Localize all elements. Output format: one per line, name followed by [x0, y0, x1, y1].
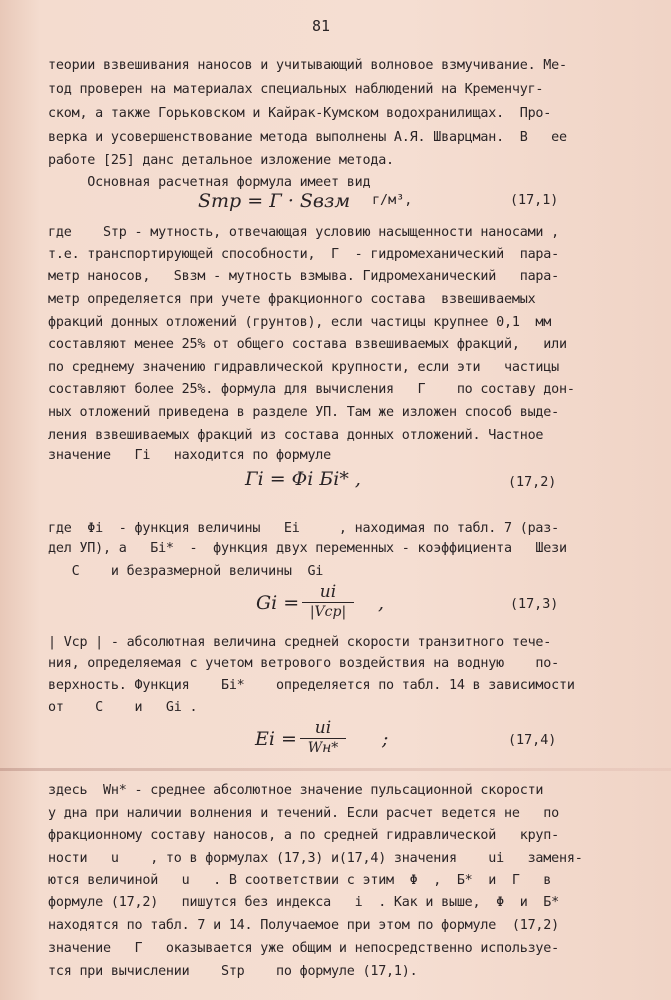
text-line: верка и усовершенствование метода выполнены А.Я. Шварцман. В ее — [48, 130, 567, 145]
text-line: фракций донных отложений (грунтов), если частицы крупнее 0,1 мм — [48, 315, 552, 330]
fraction-denominator: |Vср| — [309, 604, 347, 620]
text-line: т.е. транспортирующей способности, Г - гидромеханический пара- — [48, 247, 560, 262]
fraction-bar — [302, 602, 354, 603]
formula-17-4-semicolon: ; — [382, 728, 389, 750]
text-line: тся при вычислении Sтр по формуле (17,1). — [48, 964, 418, 979]
page-number: 81 — [312, 17, 331, 35]
text-line: составляют более 25%. формула для вычисления Г по составу дон- — [48, 382, 575, 397]
formula-17-2-number: (17,2) — [508, 475, 557, 490]
text-line: тод проверен на материалах специальных наблюдений на Кременчуг- — [48, 82, 544, 97]
text-line: составляют менее 25% от общего состава взвешиваемых фракций, или — [48, 337, 567, 352]
page-crease — [0, 768, 671, 771]
formula-17-3-number: (17,3) — [510, 597, 559, 612]
formula-17-4-number: (17,4) — [508, 733, 557, 748]
text-line: метр определяется при учете фракционного состава взвешиваемых — [48, 292, 536, 307]
formula-17-1: Sтр = Г · Sвзм — [198, 190, 351, 212]
formula-17-4-fraction — [300, 719, 346, 756]
text-line: по среднему значению гидравлической крупности, если эти частицы — [48, 360, 560, 375]
text-line: значение Г оказывается уже общим и непосредственно используе- — [48, 941, 560, 956]
text-line: ются величиной u . В соответствии с этим Φ , Б* и Г в — [48, 873, 552, 888]
fraction-denominator: Wн* — [307, 740, 339, 756]
text-line: здесь Wн* - среднее абсолютное значение пульсационной скорости — [48, 783, 544, 798]
text-line: | Vср | - абсолютная величина средней скорости транзитного тече- — [48, 635, 552, 650]
fraction-bar — [300, 738, 346, 739]
formula-17-3-lhs: Gi = — [256, 592, 300, 614]
text-line: метр наносов, Sвзм - мутность взмыва. Гидромеханический пара- — [48, 269, 560, 284]
fraction-numerator: ui — [319, 582, 337, 602]
text-line: где Φi - функция величины Ei , находимая по табл. 7 (раз- — [48, 521, 560, 536]
text-line: где Sтр - мутность, отвечающая условию насыщенности наносами , — [48, 225, 560, 240]
text-line: у дна при наличии волнения и течений. Если расчет ведется не по — [48, 806, 560, 821]
formula-17-3-comma: , — [378, 592, 385, 614]
text-line: теории взвешивания наносов и учитывающий волновое взмучивание. Ме- — [48, 58, 567, 73]
text-line: от C и Gi . — [48, 700, 198, 715]
fraction-numerator: ui — [314, 718, 332, 738]
text-line: ности u , то в формулах (17,3) и(17,4) значения ui заменя- — [48, 851, 583, 866]
text-line: формуле (17,2) пишутся без индекса i . Как и выше, Φ и Б* — [48, 895, 560, 910]
formula-17-1-unit: г/м³, — [372, 193, 413, 208]
text-line: ных отложений приведена в разделе УП. Там же изложен способ выде- — [48, 405, 560, 420]
text-line: дел УП), а Бi* - функция двух переменных - коэффициента Шези — [48, 541, 567, 556]
text-line: C и безразмерной величины Gi — [48, 564, 324, 579]
formula-17-3-fraction — [302, 583, 354, 620]
text-line: фракционному составу наносов, а по средней гидравлической круп- — [48, 828, 560, 843]
formula-17-4-lhs: Ei = — [255, 728, 297, 750]
formula-17-2: Гi = Φi Бi* , — [245, 468, 361, 490]
text-line: верхность. Функция Бi* определяется по табл. 14 в зависимости — [48, 678, 575, 693]
text-line: значение Гi находится по формуле — [48, 448, 332, 463]
text-line: Основная расчетная формула имеет вид — [48, 175, 371, 190]
text-line: находятся по табл. 7 и 14. Получаемое при этом по формуле (17,2) — [48, 918, 560, 933]
text-line: ления взвешиваемых фракций из состава донных отложений. Частное — [48, 428, 544, 443]
formula-17-1-number: (17,1) — [510, 193, 559, 208]
text-line: работе [25] данс детальное изложение метода. — [48, 153, 394, 168]
text-line: ния, определяемая с учетом ветрового воздействия на водную по- — [48, 656, 560, 671]
text-line: ском, а также Горьковском и Кайрак-Кумском водохранилищах. Про- — [48, 106, 552, 121]
